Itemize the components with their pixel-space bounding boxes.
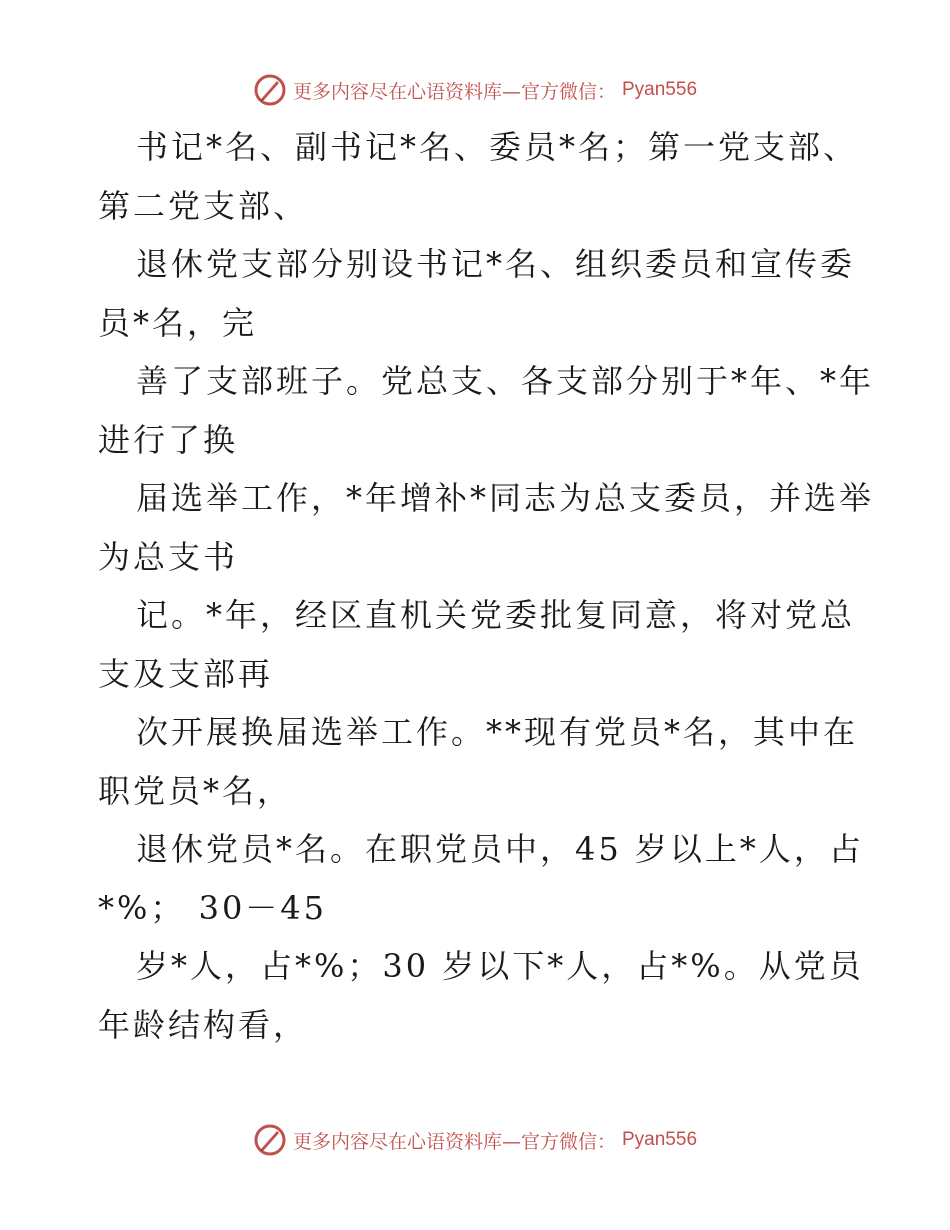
text-line: 岁*人，占*%；30 岁以下*人，占*%。从党员 bbox=[136, 947, 864, 985]
text-line: 年龄结构看， bbox=[98, 1005, 309, 1044]
text-line: 退休党支部分别设书记*名、组织委员和宣传委 bbox=[136, 245, 856, 283]
text-line: 员*名，完 bbox=[98, 303, 258, 342]
banner-text: 更多内容尽在心语资料库—官方微信： bbox=[292, 80, 616, 103]
quill-logo-icon bbox=[253, 73, 287, 107]
text-line: 进行了换 bbox=[98, 420, 239, 459]
text-line: 为总支书 bbox=[98, 537, 239, 576]
header-banner bbox=[0, 70, 950, 110]
text-line: 善了支部班子。党总支、各支部分别于*年、*年 bbox=[136, 362, 875, 400]
text-line: 第二党支部、 bbox=[98, 186, 309, 225]
text-line: 职党员*名， bbox=[98, 771, 293, 810]
text-line: 次开展换届选举工作。**现有党员*名，其中在 bbox=[136, 713, 859, 751]
quill-logo-icon bbox=[253, 1123, 287, 1157]
text-line: 记。*年，经区直机关党委批复同意，将对党总 bbox=[136, 596, 856, 634]
banner-text: 更多内容尽在心语资料库—官方微信： bbox=[292, 1130, 616, 1153]
text-line: 届选举工作，*年增补*同志为总支委员，并选举 bbox=[136, 479, 875, 517]
wechat-id: Pyan556 bbox=[622, 1129, 698, 1150]
text-line: 支及支部再 bbox=[98, 654, 274, 693]
document-body bbox=[98, 118, 875, 1054]
text-line: 退休党员*名。在职党员中，45 岁以上*人，占 bbox=[136, 830, 864, 868]
wechat-id: Pyan556 bbox=[622, 79, 698, 100]
text-line: 书记*名、副书记*名、委员*名；第一党支部、 bbox=[136, 128, 859, 166]
text-line: *%； 30－45 bbox=[98, 888, 328, 927]
footer-banner bbox=[0, 1120, 950, 1160]
